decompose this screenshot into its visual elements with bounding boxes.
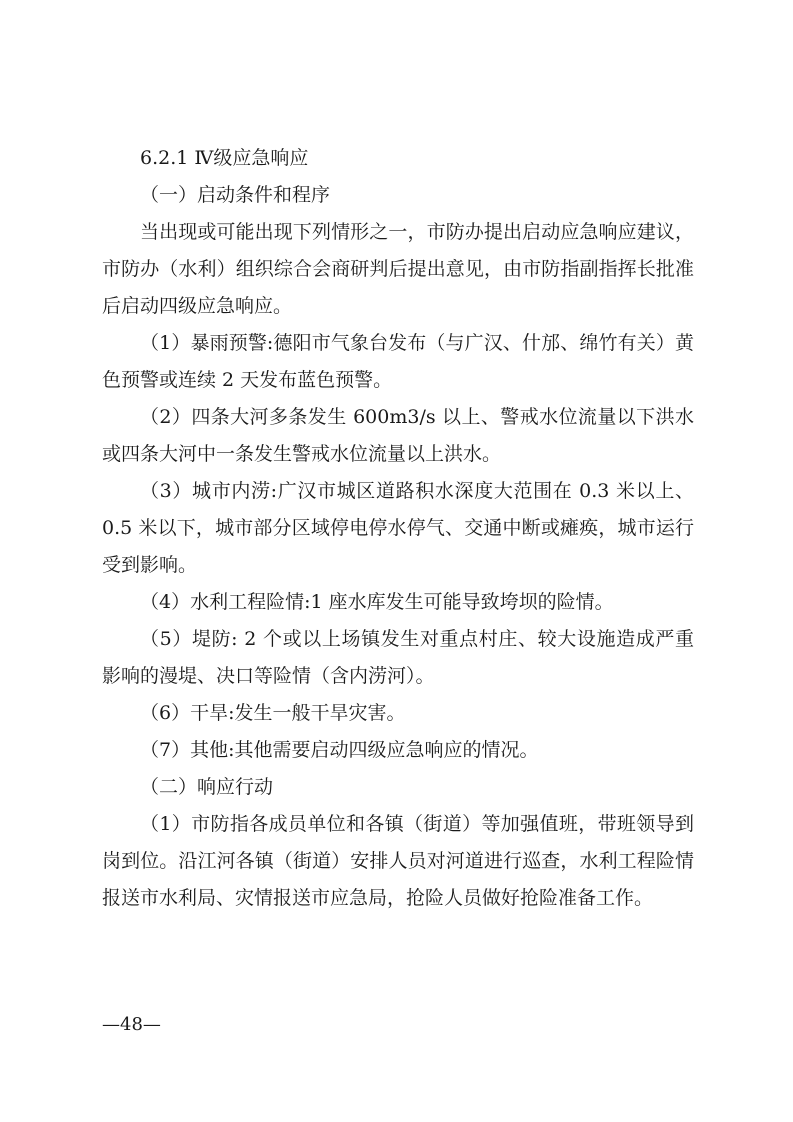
paragraph-action-1: （1）市防指各成员单位和各镇（街道）等加强值班，带班领导到岗到位。沿江河各镇（街道）安排人员对河道进行巡查，水利工程险情报送市水利局、灾情报送市应急局，抢险人员做好抢险准备工作。 [102, 813, 694, 909]
section-heading: 6.2.1 Ⅳ级应急响应 [140, 147, 309, 169]
paragraph-intro: 当出现或可能出现下列情形之一，市防办提出启动应急响应建议，市防办（水利）组织综合会商研判后提出意见，由市防指副指挥长批准后启动四级应急响应。 [102, 221, 694, 317]
subsection-heading-response-actions: （二）响应行动 [140, 776, 274, 798]
paragraph-item-4: （4）水利工程险情:1 座水库发生可能导致垮坝的险情。 [140, 591, 614, 613]
paragraph-item-7: （7）其他:其他需要启动四级应急响应的情况。 [140, 739, 539, 761]
paragraph-item-6: （6）干旱:发生一般干旱灾害。 [140, 702, 406, 724]
paragraph-item-2: （2）四条大河多条发生 600m3/s 以上、警戒水位流量以下洪水或四条大河中一条发生警戒水位流量以上洪水。 [102, 406, 694, 465]
page-number: —48— [102, 1014, 161, 1035]
paragraph-item-1: （1）暴雨预警:德阳市气象台发布（与广汉、什邡、绵竹有关）黄色预警或连续 2 天发布蓝色预警。 [102, 332, 694, 391]
paragraph-item-3: （3）城市内涝:广汉市城区道路积水深度大范围在 0.3 米以上、0.5 米以下，城市部分区域停电停水停气、交通中断或瘫痪，城市运行受到影响。 [102, 480, 694, 576]
subsection-heading-start-conditions: （一）启动条件和程序 [140, 184, 331, 206]
paragraph-item-5: （5）堤防: 2 个或以上场镇发生对重点村庄、较大设施造成严重影响的漫堤、决口等险情（含内涝河）。 [102, 628, 694, 687]
document-body [102, 140, 694, 917]
